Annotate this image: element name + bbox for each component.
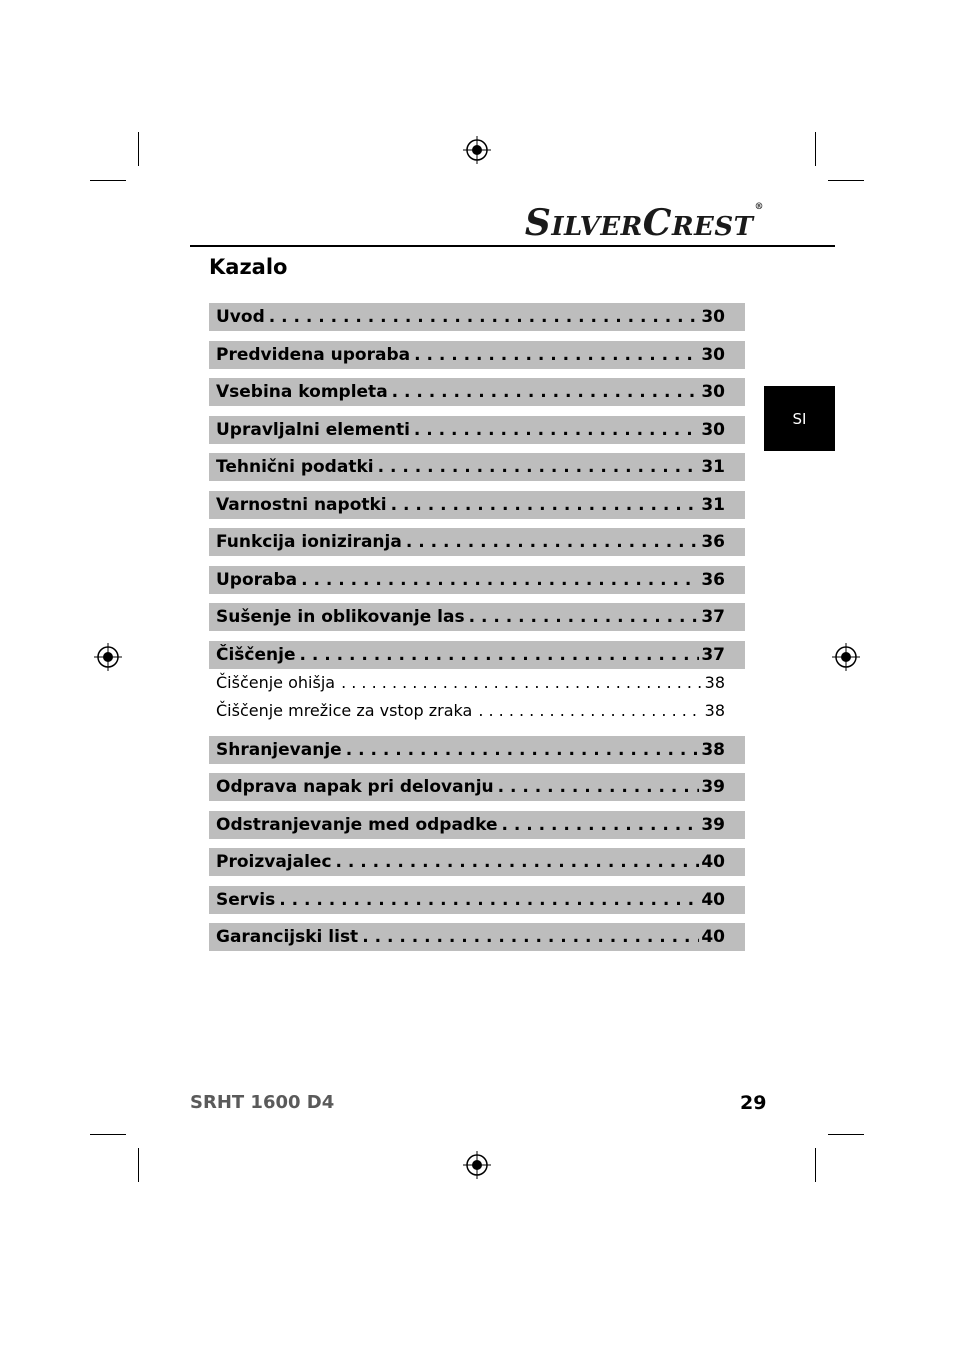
footer-model: SRHT 1600 D4 (190, 1092, 335, 1113)
toc-entry-label: Upravljalni elementi (216, 419, 410, 440)
crop-mark (90, 1134, 126, 1135)
toc-leader-dots (406, 532, 700, 552)
toc-subentry-label: Čiščenje ohišja (216, 673, 336, 692)
footer-page-number: 29 (740, 1092, 767, 1114)
toc-entry[interactable] (209, 566, 745, 594)
toc-entry[interactable] (209, 603, 745, 631)
toc-entry[interactable] (209, 303, 745, 331)
toc-entry-page: 30 (701, 344, 725, 365)
header-rule (190, 245, 835, 247)
toc-entry-label: Varnostni napotki (216, 494, 387, 515)
toc-leader-dots (279, 890, 699, 910)
toc-entry-label: Predvidena uporaba (216, 344, 411, 365)
crop-mark (815, 1148, 816, 1182)
toc-leader-dots (469, 607, 700, 627)
crop-mark (815, 132, 816, 166)
toc-entry-label: Funkcija ioniziranja (216, 532, 402, 552)
toc-leader-dots (392, 382, 700, 402)
toc-leader-dots (414, 420, 699, 440)
crop-mark (828, 1134, 864, 1135)
registration-mark-icon (462, 1150, 492, 1180)
toc-leader-dots (414, 345, 699, 365)
toc-entry-label: Vsebina kompleta (216, 382, 388, 402)
toc-entry-page: 39 (701, 777, 725, 797)
toc-entry-page: 37 (701, 644, 725, 665)
table-of-contents (209, 303, 745, 961)
toc-subentries (209, 669, 745, 725)
brand-logo: SILVERCREST® (524, 202, 764, 244)
toc-subentry-page: 38 (704, 673, 725, 692)
registration-mark-icon (93, 642, 123, 672)
toc-entry-label: Uporaba (216, 569, 298, 590)
toc-entry-page: 30 (701, 382, 725, 402)
toc-subentry[interactable] (216, 697, 725, 725)
toc-entry[interactable] (209, 848, 745, 876)
toc-entry-label: Čiščenje (216, 644, 296, 665)
toc-entry-page: 40 (701, 927, 725, 947)
toc-entry-label: Shranjevanje (216, 739, 342, 760)
toc-leader-dots (378, 457, 700, 477)
toc-entry[interactable] (209, 341, 745, 369)
toc-leader-dots (391, 495, 700, 515)
toc-entry[interactable] (209, 811, 745, 839)
toc-entry[interactable] (209, 528, 745, 556)
crop-mark (828, 180, 864, 181)
registration-mark-icon (831, 642, 861, 672)
page-title: Kazalo (209, 255, 288, 279)
toc-entry-page: 30 (701, 307, 725, 327)
registration-mark-icon (462, 135, 492, 165)
toc-entry[interactable] (209, 491, 745, 519)
toc-entry[interactable] (209, 453, 745, 481)
toc-entry-label: Tehnični podatki (216, 457, 374, 477)
toc-entry[interactable] (209, 886, 745, 914)
crop-mark (138, 132, 139, 166)
toc-entry-label: Garancijski list (216, 927, 359, 947)
toc-entry-label: Odprava napak pri delovanju (216, 777, 494, 797)
toc-leader-dots (362, 927, 699, 947)
toc-entry-page: 37 (701, 607, 725, 627)
toc-entry-page: 39 (701, 814, 725, 835)
toc-subentry-label: Čiščenje mrežice za vstop zraka (216, 701, 473, 720)
toc-entry-label: Uvod (216, 307, 265, 327)
toc-entry-label: Odstranjevanje med odpadke (216, 814, 498, 835)
language-tab: SI (764, 386, 835, 451)
crop-mark (90, 180, 126, 181)
toc-leader-dots (346, 740, 700, 760)
toc-entry[interactable] (209, 923, 745, 951)
toc-leader-dots (300, 645, 700, 665)
toc-entry-page: 36 (701, 532, 725, 552)
toc-entry-label: Proizvajalec (216, 852, 332, 872)
toc-entry[interactable] (209, 773, 745, 801)
toc-leader-dots (301, 570, 699, 590)
toc-entry[interactable] (209, 641, 745, 669)
toc-entry-page: 30 (701, 419, 725, 440)
toc-entry-label: Servis (216, 889, 276, 910)
toc-entry[interactable] (209, 736, 745, 764)
toc-entry[interactable] (209, 416, 745, 444)
toc-subentry[interactable] (216, 669, 725, 697)
toc-entry-page: 40 (701, 889, 725, 910)
toc-leader-dots (269, 307, 700, 327)
toc-leader-dots (498, 777, 700, 797)
toc-leader-dots (478, 701, 702, 720)
toc-leader-dots (501, 815, 699, 835)
toc-entry[interactable] (209, 378, 745, 406)
toc-entry-page: 31 (701, 457, 725, 477)
toc-entry-page: 31 (701, 494, 725, 515)
toc-leader-dots (336, 852, 700, 872)
toc-entry-page: 36 (701, 569, 725, 590)
toc-entry-page: 40 (701, 852, 725, 872)
toc-entry-label: Sušenje in oblikovanje las (216, 607, 465, 627)
toc-entry-page: 38 (701, 739, 725, 760)
toc-subentry-page: 38 (704, 701, 725, 720)
toc-leader-dots (341, 673, 703, 692)
crop-mark (138, 1148, 139, 1182)
